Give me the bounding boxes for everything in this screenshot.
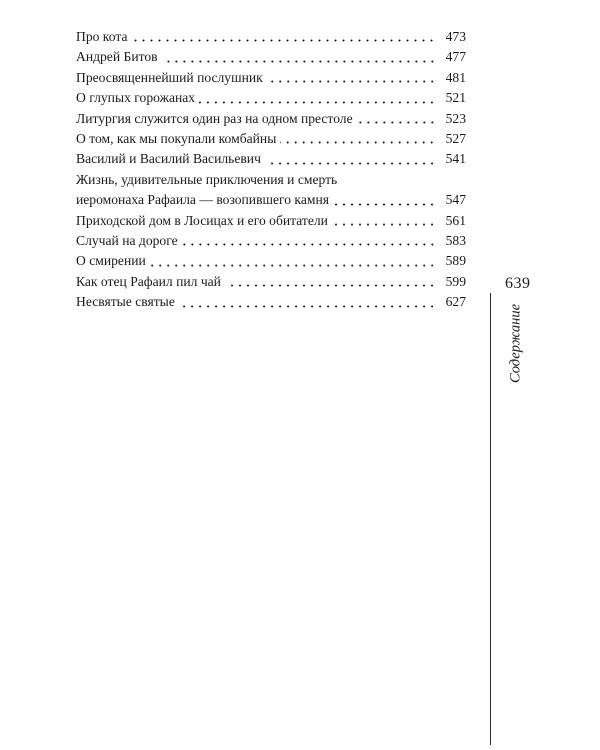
- dot-leader: [267, 80, 436, 83]
- toc-entry-page: 477: [445, 49, 466, 65]
- toc-entry-page: 583: [445, 232, 466, 248]
- toc-entry: [76, 27, 466, 47]
- dot-leader: [179, 305, 436, 308]
- toc-entry-page: 473: [445, 29, 466, 44]
- dot-leader: [357, 121, 436, 124]
- toc-entry-title-line2: иеромонаха Рафаила — возопившего камня: [76, 192, 329, 208]
- toc-entry: [76, 47, 466, 67]
- dot-leader: [280, 141, 436, 144]
- dot-leader: [265, 162, 436, 165]
- dot-leader: [150, 264, 436, 267]
- toc-entry: [76, 211, 466, 231]
- margin-rule: [490, 293, 491, 745]
- toc-entry-title: Андрей Битов: [76, 49, 158, 65]
- toc-entry: [76, 88, 466, 108]
- toc-entry-page: 541: [445, 151, 466, 167]
- dot-leader: [332, 223, 436, 226]
- toc-entry-title: Как отец Рафаил пил чай: [76, 273, 221, 289]
- toc-entry-title: Литургия служится один раз на одном престоле: [76, 110, 353, 126]
- toc-entry-page: 627: [445, 294, 466, 310]
- toc-entry-title: Несвятые святые: [76, 294, 175, 310]
- toc-entry-page: 599: [445, 273, 466, 289]
- page-number: 639: [505, 275, 531, 292]
- dot-leader: [199, 101, 436, 104]
- toc-entry-page: 561: [445, 212, 466, 228]
- toc-entry-page: 523: [445, 110, 466, 126]
- toc-entry-title-line1: Жизнь, удивительные приключения и смерть: [76, 171, 338, 187]
- toc-entry: [76, 129, 466, 149]
- toc-entry-page: 527: [445, 130, 466, 146]
- toc-entry-title: Приходской дом в Лосицах и его обитатели: [76, 212, 328, 228]
- toc-entry: [76, 109, 466, 129]
- toc-entry-page: 589: [445, 253, 466, 269]
- toc-entry: [76, 231, 466, 251]
- toc-entry: [76, 149, 466, 169]
- toc-entry-page: 481: [445, 69, 466, 85]
- toc-entry: [76, 251, 466, 271]
- dot-leader: [182, 243, 436, 246]
- toc-entry: [76, 272, 466, 292]
- dot-leader: [162, 60, 436, 63]
- toc-entry-title: Василий и Василий Васильевич: [76, 151, 261, 167]
- toc-entry: [76, 68, 466, 88]
- toc-entry-title: О том, как мы покупали комбайны: [76, 130, 277, 146]
- toc-entry-page: 547: [445, 192, 466, 208]
- dot-leader: [131, 39, 436, 42]
- dot-leader: [333, 203, 436, 206]
- toc-entry: [76, 292, 466, 312]
- toc-entry-page: 521: [445, 90, 466, 106]
- toc-entry: [76, 170, 466, 211]
- toc-entry-title: Случай на дороге: [76, 232, 178, 248]
- dot-leader: [225, 284, 436, 287]
- toc-entry-title: Преосвященнейший послушник: [76, 69, 263, 85]
- toc-entry-title: О глупых горожанах: [76, 90, 196, 106]
- running-head: Содержание: [507, 303, 524, 384]
- toc-entry-title: Про кота: [76, 29, 128, 44]
- toc-entry-title: О смирении: [76, 253, 146, 269]
- table-of-contents: [76, 27, 466, 312]
